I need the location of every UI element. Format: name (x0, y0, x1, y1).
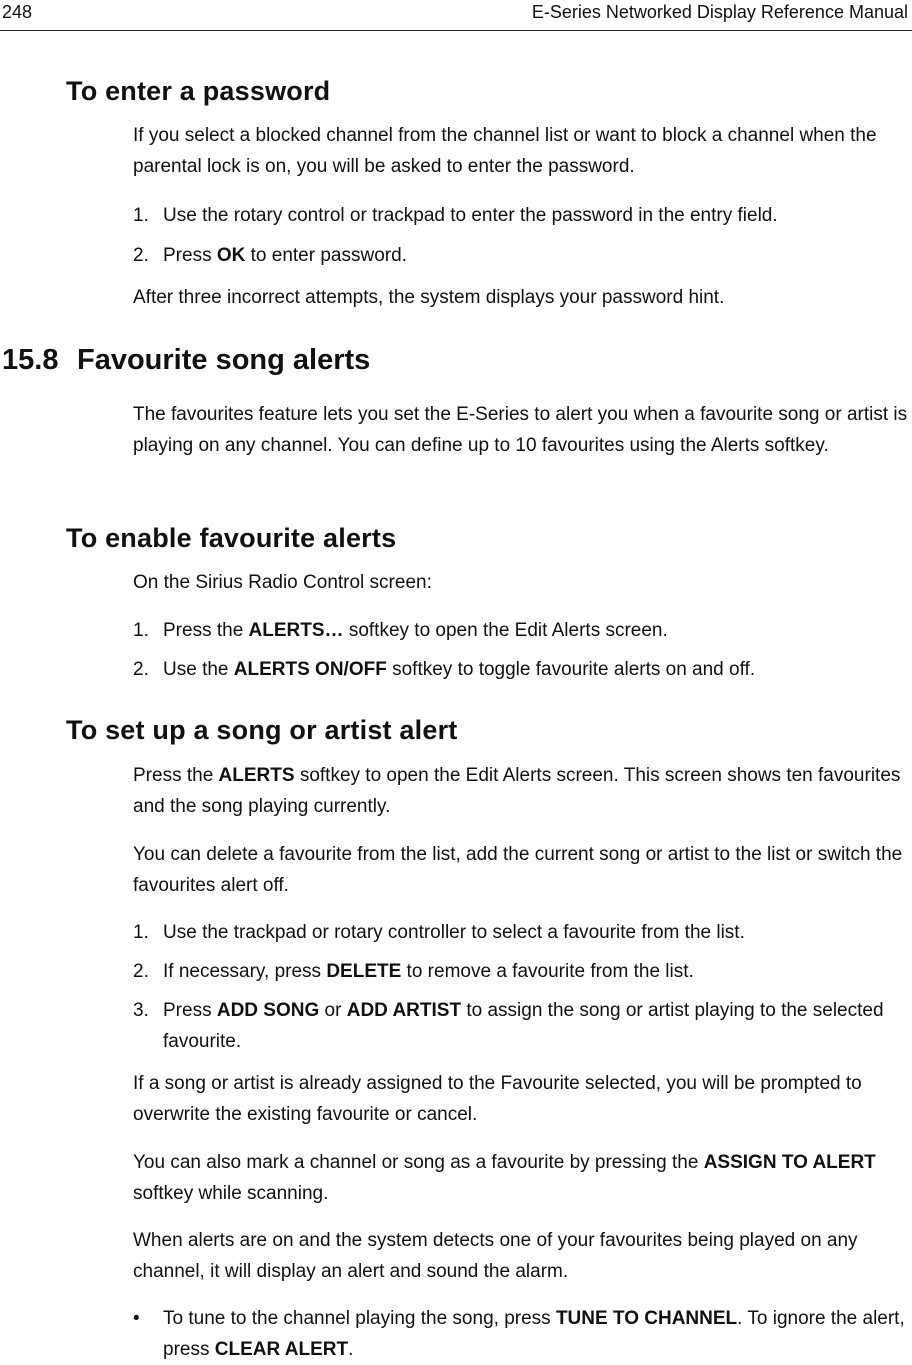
step-number: 1. (133, 205, 149, 226)
step-number: 3. (133, 1000, 149, 1021)
step-text: Use the rotary control or trackpad to enter the password in the entry field. (163, 205, 778, 226)
setup-step-1 (133, 917, 908, 948)
key-clear-alert: CLEAR ALERT (214, 1339, 349, 1360)
step-text: If necessary, press DELETE to remove a favourite from the list. (163, 961, 694, 982)
step-text: Press the ALERTS… softkey to open the Edit Alerts screen. (163, 620, 668, 641)
enable-intro: On the Sirius Radio Control screen: (133, 572, 432, 593)
section-number: 15.8 (2, 344, 59, 376)
step-number: 1. (133, 620, 149, 641)
section-intro: The favourites feature lets you set the E-Series to alert you when a favourite song or artist is playing on any channel. You can define up to 10 favourites using the Alerts softkey. (133, 404, 908, 456)
key-assign-to-alert: ASSIGN TO ALERT (703, 1152, 876, 1173)
password-step-1 (133, 200, 908, 231)
setup-paragraph-2: You can delete a favourite from the list, add the current song or artist to the list or switch the favourites alert off. (133, 844, 903, 896)
setup-paragraph-3: If a song or artist is already assigned to the Favourite selected, you will be prompted to overwrite the existing favourite or cancel. (133, 1073, 862, 1125)
bullet-icon: • (133, 1308, 140, 1329)
step-number: 1. (133, 922, 149, 943)
heading-setup-alert: To set up a song or artist alert (66, 715, 458, 745)
step-number: 2. (133, 961, 149, 982)
step-text: Press ADD SONG or ADD ARTIST to assign the song or artist playing to the selected favourite. (163, 1000, 884, 1052)
key-tune-to-channel: TUNE TO CHANNEL (555, 1308, 738, 1329)
section-heading (2, 344, 370, 377)
key-add-artist: ADD ARTIST (346, 1000, 462, 1021)
key-delete: DELETE (326, 961, 402, 982)
section-title: Favourite song alerts (77, 344, 371, 376)
enable-step-2 (133, 654, 908, 685)
manual-title: E-Series Networked Display Reference Manual (531, 2, 908, 22)
key-alerts: ALERTS… (248, 620, 344, 641)
password-note: After three incorrect attempts, the system displays your password hint. (133, 287, 725, 308)
step-text: Use the ALERTS ON/OFF softkey to toggle favourite alerts on and off. (163, 659, 756, 680)
step-number: 2. (133, 245, 149, 266)
key-alerts: ALERTS (218, 765, 295, 786)
setup-step-2 (133, 956, 908, 987)
bullet-text: To tune to the channel playing the song, press TUNE TO CHANNEL. To ignore the alert, press CLEAR ALERT. (163, 1308, 905, 1360)
step-text: Press OK to enter password. (163, 245, 407, 266)
setup-paragraph-1: Press the ALERTS softkey to open the Edit Alerts screen. This screen shows ten favourites and the song playing currently. (133, 765, 901, 817)
heading-enter-password: To enter a password (66, 76, 331, 106)
password-step-2 (133, 240, 908, 271)
setup-paragraph-5: When alerts are on and the system detects one of your favourites being played on any channel, it will display an alert and sound the alarm. (133, 1230, 858, 1282)
password-intro: If you select a blocked channel from the channel list or want to block a channel when the parental lock is on, you will be asked to enter the password. (133, 125, 877, 177)
key-ok: OK (216, 245, 246, 266)
page-header (0, 0, 912, 31)
enable-step-1 (133, 615, 908, 646)
page-number: 248 (2, 2, 33, 22)
heading-enable-alerts: To enable favourite alerts (66, 523, 397, 553)
setup-paragraph-4: You can also mark a channel or song as a favourite by pressing the ASSIGN TO ALERT softkey while scanning. (133, 1152, 876, 1204)
key-alerts-on-off: ALERTS ON/OFF (233, 659, 387, 680)
setup-bullet (133, 1303, 908, 1365)
setup-step-3 (133, 995, 908, 1057)
key-add-song: ADD SONG (216, 1000, 320, 1021)
step-text: Use the trackpad or rotary controller to select a favourite from the list. (163, 922, 745, 943)
step-number: 2. (133, 659, 149, 680)
